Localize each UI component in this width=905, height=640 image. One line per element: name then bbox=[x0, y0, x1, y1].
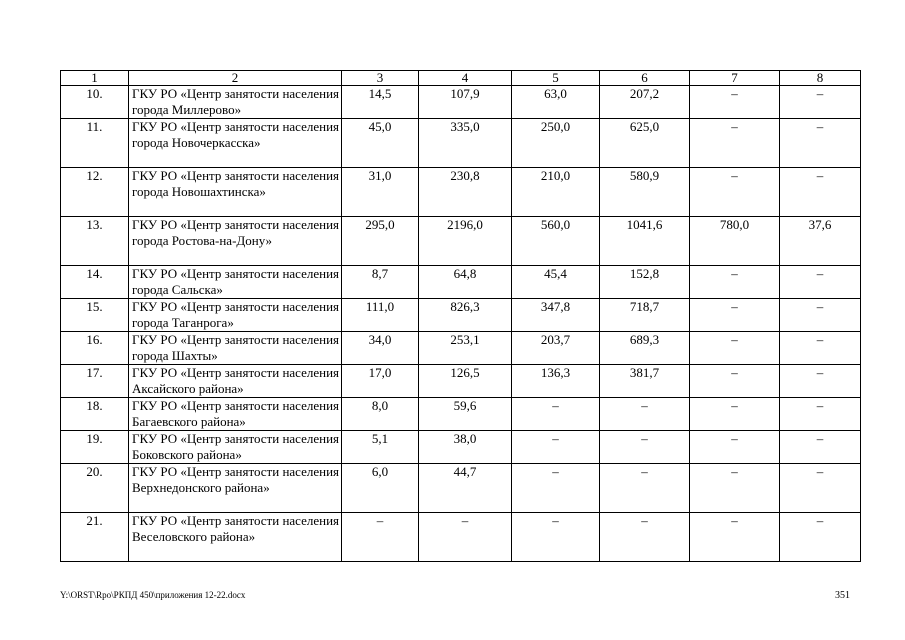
header-cell: 2 bbox=[129, 71, 342, 86]
header-cell: 7 bbox=[690, 71, 780, 86]
value-cell-c4: 64,8 bbox=[419, 266, 512, 299]
value-cell-c7: – bbox=[690, 365, 780, 398]
value-cell-c5: 347,8 bbox=[512, 299, 600, 332]
value-cell-c3: 8,7 bbox=[342, 266, 419, 299]
table-row bbox=[61, 332, 861, 365]
row-number-cell: 18. bbox=[61, 398, 129, 431]
table-row bbox=[61, 365, 861, 398]
value-cell-c6: – bbox=[600, 464, 690, 513]
value-cell-c3: 17,0 bbox=[342, 365, 419, 398]
value-cell-c7: – bbox=[690, 86, 780, 119]
value-cell-c3: 5,1 bbox=[342, 431, 419, 464]
value-cell-c4: 230,8 bbox=[419, 168, 512, 217]
value-cell-c8: – bbox=[780, 365, 861, 398]
row-number-cell: 17. bbox=[61, 365, 129, 398]
value-cell-c4: 253,1 bbox=[419, 332, 512, 365]
table-row bbox=[61, 299, 861, 332]
value-cell-c4: 126,5 bbox=[419, 365, 512, 398]
table-row bbox=[61, 168, 861, 217]
table-row bbox=[61, 217, 861, 266]
value-cell-c8: – bbox=[780, 119, 861, 168]
value-cell-c8: – bbox=[780, 398, 861, 431]
value-cell-c5: 250,0 bbox=[512, 119, 600, 168]
row-number-cell: 21. bbox=[61, 513, 129, 562]
value-cell-c6: 381,7 bbox=[600, 365, 690, 398]
value-cell-c8: – bbox=[780, 464, 861, 513]
organization-name-cell: ГКУ РО «Центр занятости населения города Шахты» bbox=[129, 332, 342, 365]
value-cell-c7: – bbox=[690, 513, 780, 562]
value-cell-c6: 718,7 bbox=[600, 299, 690, 332]
organization-name-cell: ГКУ РО «Центр занятости населения Веселовского района» bbox=[129, 513, 342, 562]
header-cell: 6 bbox=[600, 71, 690, 86]
value-cell-c3: 14,5 bbox=[342, 86, 419, 119]
value-cell-c6: 580,9 bbox=[600, 168, 690, 217]
value-cell-c4: 2196,0 bbox=[419, 217, 512, 266]
value-cell-c3: 34,0 bbox=[342, 332, 419, 365]
value-cell-c5: 203,7 bbox=[512, 332, 600, 365]
row-number-cell: 13. bbox=[61, 217, 129, 266]
value-cell-c7: 780,0 bbox=[690, 217, 780, 266]
value-cell-c6: 625,0 bbox=[600, 119, 690, 168]
organization-name-cell: ГКУ РО «Центр занятости населения города Новошахтинска» bbox=[129, 168, 342, 217]
value-cell-c8: – bbox=[780, 266, 861, 299]
header-cell: 4 bbox=[419, 71, 512, 86]
organization-name-cell: ГКУ РО «Центр занятости населения города Ростова-на-Дону» bbox=[129, 217, 342, 266]
value-cell-c6: 207,2 bbox=[600, 86, 690, 119]
table-row bbox=[61, 86, 861, 119]
value-cell-c6: – bbox=[600, 431, 690, 464]
value-cell-c3: 111,0 bbox=[342, 299, 419, 332]
table-row bbox=[61, 119, 861, 168]
table-header-row bbox=[61, 71, 861, 86]
value-cell-c5: – bbox=[512, 513, 600, 562]
table-row bbox=[61, 266, 861, 299]
value-cell-c3: 295,0 bbox=[342, 217, 419, 266]
table-row bbox=[61, 513, 861, 562]
value-cell-c7: – bbox=[690, 266, 780, 299]
header-cell: 8 bbox=[780, 71, 861, 86]
value-cell-c4: 335,0 bbox=[419, 119, 512, 168]
table-row bbox=[61, 464, 861, 513]
value-cell-c7: – bbox=[690, 119, 780, 168]
value-cell-c5: 210,0 bbox=[512, 168, 600, 217]
value-cell-c4: 107,9 bbox=[419, 86, 512, 119]
value-cell-c4: 826,3 bbox=[419, 299, 512, 332]
value-cell-c6: – bbox=[600, 513, 690, 562]
row-number-cell: 15. bbox=[61, 299, 129, 332]
organization-name-cell: ГКУ РО «Центр занятости населения города Миллерово» bbox=[129, 86, 342, 119]
organization-name-cell: ГКУ РО «Центр занятости населения Боковского района» bbox=[129, 431, 342, 464]
organization-name-cell: ГКУ РО «Центр занятости населения Верхнедонского района» bbox=[129, 464, 342, 513]
header-cell: 1 bbox=[61, 71, 129, 86]
value-cell-c8: – bbox=[780, 431, 861, 464]
value-cell-c3: – bbox=[342, 513, 419, 562]
organization-name-cell: ГКУ РО «Центр занятости населения города Новочеркасска» bbox=[129, 119, 342, 168]
value-cell-c6: 689,3 bbox=[600, 332, 690, 365]
value-cell-c7: – bbox=[690, 398, 780, 431]
row-number-cell: 11. bbox=[61, 119, 129, 168]
value-cell-c4: 38,0 bbox=[419, 431, 512, 464]
value-cell-c8: – bbox=[780, 168, 861, 217]
row-number-cell: 19. bbox=[61, 431, 129, 464]
value-cell-c7: – bbox=[690, 464, 780, 513]
value-cell-c8: – bbox=[780, 299, 861, 332]
header-cell: 5 bbox=[512, 71, 600, 86]
value-cell-c5: 560,0 bbox=[512, 217, 600, 266]
value-cell-c3: 6,0 bbox=[342, 464, 419, 513]
value-cell-c4: 59,6 bbox=[419, 398, 512, 431]
value-cell-c8: – bbox=[780, 513, 861, 562]
value-cell-c4: – bbox=[419, 513, 512, 562]
value-cell-c7: – bbox=[690, 332, 780, 365]
data-table bbox=[60, 70, 861, 562]
value-cell-c8: – bbox=[780, 332, 861, 365]
footer-file-path: Y:\ORST\Rpo\РКПД 450\приложения 12-22.docx bbox=[60, 590, 246, 600]
value-cell-c6: 1041,6 bbox=[600, 217, 690, 266]
table-row bbox=[61, 431, 861, 464]
value-cell-c5: – bbox=[512, 464, 600, 513]
value-cell-c7: – bbox=[690, 168, 780, 217]
value-cell-c7: – bbox=[690, 431, 780, 464]
value-cell-c6: – bbox=[600, 398, 690, 431]
value-cell-c5: 45,4 bbox=[512, 266, 600, 299]
value-cell-c3: 31,0 bbox=[342, 168, 419, 217]
value-cell-c7: – bbox=[690, 299, 780, 332]
organization-name-cell: ГКУ РО «Центр занятости населения города Сальска» bbox=[129, 266, 342, 299]
header-cell: 3 bbox=[342, 71, 419, 86]
row-number-cell: 10. bbox=[61, 86, 129, 119]
value-cell-c5: – bbox=[512, 398, 600, 431]
value-cell-c5: – bbox=[512, 431, 600, 464]
value-cell-c8: – bbox=[780, 86, 861, 119]
row-number-cell: 16. bbox=[61, 332, 129, 365]
value-cell-c3: 45,0 bbox=[342, 119, 419, 168]
value-cell-c8: 37,6 bbox=[780, 217, 861, 266]
value-cell-c6: 152,8 bbox=[600, 266, 690, 299]
row-number-cell: 12. bbox=[61, 168, 129, 217]
row-number-cell: 20. bbox=[61, 464, 129, 513]
row-number-cell: 14. bbox=[61, 266, 129, 299]
value-cell-c3: 8,0 bbox=[342, 398, 419, 431]
page-number: 351 bbox=[835, 590, 850, 601]
table-row bbox=[61, 398, 861, 431]
value-cell-c5: 136,3 bbox=[512, 365, 600, 398]
value-cell-c4: 44,7 bbox=[419, 464, 512, 513]
organization-name-cell: ГКУ РО «Центр занятости населения города Таганрога» bbox=[129, 299, 342, 332]
organization-name-cell: ГКУ РО «Центр занятости населения Аксайского района» bbox=[129, 365, 342, 398]
value-cell-c5: 63,0 bbox=[512, 86, 600, 119]
organization-name-cell: ГКУ РО «Центр занятости населения Багаевского района» bbox=[129, 398, 342, 431]
